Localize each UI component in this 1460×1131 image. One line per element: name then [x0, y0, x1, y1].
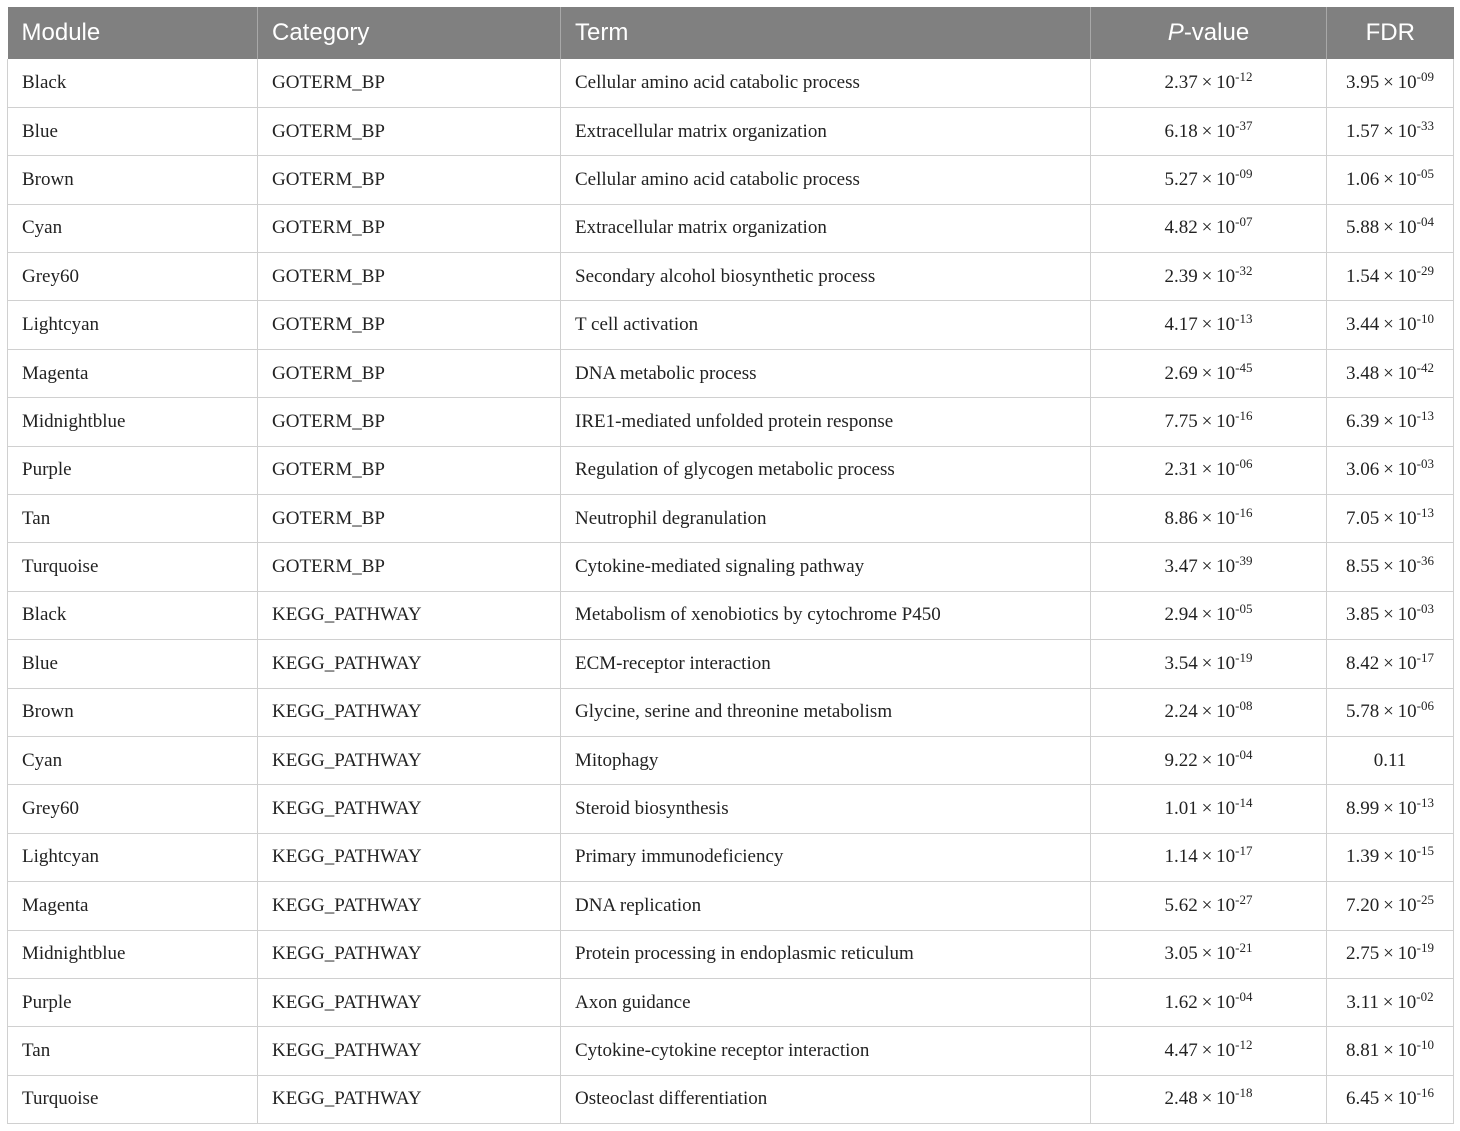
cell-module: Tan: [8, 495, 258, 543]
table-row: [8, 1075, 1454, 1123]
cell-pvalue: $7.75 \times 10^{-16}$: [1091, 398, 1327, 446]
cell-pvalue-exponent: -32: [1235, 262, 1253, 278]
cell-fdr-exponent: -13: [1416, 504, 1434, 520]
cell-fdr-exponent: -19: [1416, 940, 1434, 956]
cell-fdr: $7.05 \times 10^{-13}$: [1327, 495, 1454, 543]
cell-term: Extracellular matrix organization: [561, 107, 1091, 155]
cell-term: Cellular amino acid catabolic process: [561, 59, 1091, 107]
cell-category: GOTERM_BP: [258, 107, 561, 155]
cell-pvalue-exponent: -06: [1235, 456, 1253, 472]
cell-fdr-mantissa: 1.54: [1346, 265, 1380, 287]
cell-fdr-plain: 0.11: [1373, 749, 1407, 771]
cell-module: Brown: [8, 688, 258, 736]
cell-pvalue-exponent: -39: [1235, 553, 1253, 569]
cell-term: Primary immunodeficiency: [561, 833, 1091, 881]
table-row: [8, 736, 1454, 784]
cell-category: KEGG_PATHWAY: [258, 1027, 561, 1075]
cell-pvalue-exponent: -09: [1235, 165, 1253, 181]
cell-pvalue-mantissa: 1.01: [1164, 798, 1198, 820]
cell-pvalue-exponent: -27: [1235, 891, 1253, 907]
cell-term: DNA replication: [561, 882, 1091, 930]
cell-fdr-mantissa: 2.75: [1346, 943, 1380, 965]
cell-pvalue-exponent: -14: [1235, 795, 1253, 811]
cell-category: KEGG_PATHWAY: [258, 882, 561, 930]
header-module: Module: [8, 7, 258, 59]
cell-pvalue-exponent: -16: [1235, 504, 1253, 520]
cell-term: IRE1-mediated unfolded protein response: [561, 398, 1091, 446]
cell-module: Grey60: [8, 253, 258, 301]
table-row: [8, 301, 1454, 349]
table-row: [8, 978, 1454, 1026]
cell-pvalue-exponent: -17: [1235, 843, 1253, 859]
cell-fdr-mantissa: 1.06: [1346, 168, 1380, 190]
cell-pvalue: $1.62 \times 10^{-04}$: [1091, 978, 1327, 1026]
cell-category: GOTERM_BP: [258, 301, 561, 349]
cell-fdr-exponent: -17: [1416, 649, 1434, 665]
cell-pvalue-exponent: -08: [1235, 698, 1253, 714]
cell-module: Blue: [8, 107, 258, 155]
cell-term: Cellular amino acid catabolic process: [561, 156, 1091, 204]
cell-fdr-mantissa: 3.11: [1346, 991, 1379, 1013]
cell-pvalue: $2.39 \times 10^{-32}$: [1091, 253, 1327, 301]
table-row: [8, 349, 1454, 397]
table-row: [8, 688, 1454, 736]
cell-term: Protein processing in endoplasmic reticulum: [561, 930, 1091, 978]
cell-pvalue: $3.54 \times 10^{-19}$: [1091, 640, 1327, 688]
cell-pvalue-exponent: -07: [1235, 214, 1253, 230]
cell-fdr-mantissa: 6.39: [1346, 410, 1380, 432]
cell-fdr-mantissa: 3.06: [1346, 459, 1380, 481]
cell-fdr-exponent: -25: [1416, 891, 1434, 907]
cell-pvalue-exponent: -45: [1235, 359, 1253, 375]
cell-category: GOTERM_BP: [258, 446, 561, 494]
cell-module: Turquoise: [8, 1075, 258, 1123]
cell-category: GOTERM_BP: [258, 253, 561, 301]
cell-module: Turquoise: [8, 543, 258, 591]
cell-pvalue-mantissa: 4.82: [1164, 217, 1198, 239]
cell-pvalue-exponent: -04: [1235, 746, 1253, 762]
cell-fdr: $3.44 \times 10^{-10}$: [1327, 301, 1454, 349]
table-row: [8, 495, 1454, 543]
cell-fdr-mantissa: 1.39: [1346, 846, 1380, 868]
cell-pvalue: $2.48 \times 10^{-18}$: [1091, 1075, 1327, 1123]
cell-fdr: $6.39 \times 10^{-13}$: [1327, 398, 1454, 446]
cell-term: Cytokine-mediated signaling pathway: [561, 543, 1091, 591]
cell-module: Cyan: [8, 736, 258, 784]
table-row: [8, 1027, 1454, 1075]
cell-term: T cell activation: [561, 301, 1091, 349]
cell-pvalue-exponent: -13: [1235, 311, 1253, 327]
cell-pvalue-mantissa: 2.24: [1164, 701, 1198, 723]
cell-fdr: $3.06 \times 10^{-03}$: [1327, 446, 1454, 494]
table-row: [8, 591, 1454, 639]
cell-pvalue-exponent: -12: [1235, 1037, 1253, 1052]
cell-category: GOTERM_BP: [258, 59, 561, 107]
cell-fdr: $3.95 \times 10^{-09}$: [1327, 59, 1454, 107]
cell-fdr: $3.85 \times 10^{-03}$: [1327, 591, 1454, 639]
cell-module: Cyan: [8, 204, 258, 252]
header-category: Category: [258, 7, 561, 59]
cell-category: KEGG_PATHWAY: [258, 833, 561, 881]
cell-pvalue: $9.22 \times 10^{-04}$: [1091, 736, 1327, 784]
cell-pvalue-mantissa: 3.54: [1164, 652, 1198, 674]
cell-category: KEGG_PATHWAY: [258, 978, 561, 1026]
cell-module: Midnightblue: [8, 930, 258, 978]
cell-term: Steroid biosynthesis: [561, 785, 1091, 833]
cell-fdr-mantissa: 7.20: [1346, 894, 1380, 916]
cell-fdr-exponent: -42: [1416, 359, 1434, 375]
cell-fdr-exponent: -36: [1416, 553, 1434, 569]
cell-fdr-mantissa: 3.85: [1346, 604, 1380, 626]
cell-module: Black: [8, 591, 258, 639]
cell-pvalue: $8.86 \times 10^{-16}$: [1091, 495, 1327, 543]
cell-module: Blue: [8, 640, 258, 688]
enrichment-table-container: [7, 7, 1453, 1124]
cell-category: KEGG_PATHWAY: [258, 591, 561, 639]
cell-fdr: $8.81 \times 10^{-10}$: [1327, 1027, 1454, 1075]
cell-term: DNA metabolic process: [561, 349, 1091, 397]
cell-fdr: $1.06 \times 10^{-05}$: [1327, 156, 1454, 204]
cell-fdr-exponent: -10: [1416, 1037, 1434, 1052]
cell-term: Metabolism of xenobiotics by cytochrome P450: [561, 591, 1091, 639]
cell-module: Midnightblue: [8, 398, 258, 446]
cell-category: KEGG_PATHWAY: [258, 930, 561, 978]
cell-fdr: $1.54 \times 10^{-29}$: [1327, 253, 1454, 301]
header-term: Term: [561, 7, 1091, 59]
cell-pvalue: $4.17 \times 10^{-13}$: [1091, 301, 1327, 349]
cell-pvalue-mantissa: 5.62: [1164, 894, 1198, 916]
cell-module: Lightcyan: [8, 301, 258, 349]
cell-module: Magenta: [8, 882, 258, 930]
cell-fdr-mantissa: 5.88: [1346, 217, 1380, 239]
cell-module: Brown: [8, 156, 258, 204]
cell-fdr: $2.75 \times 10^{-19}$: [1327, 930, 1454, 978]
table-row: [8, 398, 1454, 446]
cell-term: Axon guidance: [561, 978, 1091, 1026]
table-row: [8, 156, 1454, 204]
table-row: [8, 543, 1454, 591]
cell-pvalue-mantissa: 9.22: [1164, 749, 1198, 771]
table-row: [8, 833, 1454, 881]
header-pvalue: [1091, 7, 1327, 59]
cell-fdr: [1327, 736, 1454, 784]
cell-term: Osteoclast differentiation: [561, 1075, 1091, 1123]
cell-fdr-exponent: -09: [1416, 68, 1434, 84]
cell-pvalue-exponent: -16: [1235, 407, 1253, 423]
cell-category: GOTERM_BP: [258, 349, 561, 397]
cell-fdr-exponent: -03: [1416, 601, 1434, 617]
cell-fdr: $5.88 \times 10^{-04}$: [1327, 204, 1454, 252]
cell-fdr-mantissa: 6.45: [1346, 1088, 1380, 1110]
cell-term: Secondary alcohol biosynthetic process: [561, 253, 1091, 301]
cell-fdr-exponent: -05: [1416, 165, 1434, 181]
cell-pvalue-mantissa: 2.37: [1164, 71, 1198, 93]
cell-fdr-exponent: -10: [1416, 311, 1434, 327]
cell-module: Grey60: [8, 785, 258, 833]
table-row: [8, 882, 1454, 930]
cell-fdr-mantissa: 7.05: [1346, 507, 1380, 529]
cell-pvalue: $2.69 \times 10^{-45}$: [1091, 349, 1327, 397]
cell-fdr: $3.11 \times 10^{-02}$: [1327, 978, 1454, 1026]
cell-term: Regulation of glycogen metabolic process: [561, 446, 1091, 494]
cell-fdr-mantissa: 8.55: [1346, 556, 1380, 578]
cell-fdr-mantissa: 5.78: [1346, 701, 1380, 723]
cell-fdr-mantissa: 8.99: [1346, 798, 1380, 820]
cell-category: GOTERM_BP: [258, 543, 561, 591]
cell-pvalue-mantissa: 2.48: [1164, 1088, 1198, 1110]
cell-module: Tan: [8, 1027, 258, 1075]
cell-term: Extracellular matrix organization: [561, 204, 1091, 252]
cell-pvalue-mantissa: 6.18: [1164, 120, 1198, 142]
cell-pvalue: $2.24 \times 10^{-08}$: [1091, 688, 1327, 736]
cell-pvalue: $4.47 \times 10^{-12}$: [1091, 1027, 1327, 1075]
cell-pvalue: $5.27 \times 10^{-09}$: [1091, 156, 1327, 204]
header-pvalue-italic: P: [1167, 19, 1184, 46]
enrichment-table: [7, 7, 1454, 1124]
cell-pvalue: $1.01 \times 10^{-14}$: [1091, 785, 1327, 833]
cell-pvalue-mantissa: 4.47: [1164, 1040, 1198, 1061]
cell-pvalue-exponent: -12: [1235, 68, 1253, 84]
cell-fdr-exponent: -13: [1416, 795, 1434, 811]
table-header: [8, 7, 1454, 59]
cell-fdr-exponent: -03: [1416, 456, 1434, 472]
cell-pvalue: $2.37 \times 10^{-12}$: [1091, 59, 1327, 107]
cell-fdr-mantissa: 8.42: [1346, 652, 1380, 674]
table-row: [8, 446, 1454, 494]
cell-pvalue-exponent: -21: [1235, 940, 1253, 956]
cell-pvalue-exponent: -05: [1235, 601, 1253, 617]
cell-fdr-exponent: -06: [1416, 698, 1434, 714]
cell-module: Purple: [8, 978, 258, 1026]
cell-fdr-exponent: -02: [1416, 988, 1434, 1004]
table-row: [8, 204, 1454, 252]
cell-pvalue: $2.31 \times 10^{-06}$: [1091, 446, 1327, 494]
cell-fdr: $8.99 \times 10^{-13}$: [1327, 785, 1454, 833]
cell-pvalue: $1.14 \times 10^{-17}$: [1091, 833, 1327, 881]
cell-fdr-mantissa: 1.57: [1346, 120, 1380, 142]
cell-fdr: $8.42 \times 10^{-17}$: [1327, 640, 1454, 688]
cell-fdr-exponent: -13: [1416, 407, 1434, 423]
cell-fdr: $1.57 \times 10^{-33}$: [1327, 107, 1454, 155]
cell-pvalue: $6.18 \times 10^{-37}$: [1091, 107, 1327, 155]
cell-fdr-mantissa: 3.48: [1346, 362, 1380, 384]
table-row: [8, 640, 1454, 688]
cell-pvalue-exponent: -18: [1235, 1085, 1253, 1101]
cell-term: Mitophagy: [561, 736, 1091, 784]
cell-term: Cytokine-cytokine receptor interaction: [561, 1027, 1091, 1075]
cell-module: Black: [8, 59, 258, 107]
cell-fdr: $6.45 \times 10^{-16}$: [1327, 1075, 1454, 1123]
cell-fdr: $1.39 \times 10^{-15}$: [1327, 833, 1454, 881]
cell-fdr-exponent: -04: [1416, 214, 1434, 230]
cell-fdr-exponent: -16: [1416, 1085, 1434, 1101]
cell-category: GOTERM_BP: [258, 495, 561, 543]
cell-pvalue-mantissa: 2.31: [1164, 459, 1198, 481]
cell-term: Neutrophil degranulation: [561, 495, 1091, 543]
cell-fdr-mantissa: 3.44: [1346, 314, 1380, 336]
header-row: [8, 7, 1454, 59]
cell-pvalue-mantissa: 2.39: [1164, 265, 1198, 287]
cell-fdr: $3.48 \times 10^{-42}$: [1327, 349, 1454, 397]
cell-category: GOTERM_BP: [258, 156, 561, 204]
cell-pvalue-mantissa: 2.94: [1164, 604, 1198, 626]
cell-fdr-exponent: -33: [1416, 117, 1434, 133]
cell-category: GOTERM_BP: [258, 398, 561, 446]
cell-term: Glycine, serine and threonine metabolism: [561, 688, 1091, 736]
cell-fdr: $8.55 \times 10^{-36}$: [1327, 543, 1454, 591]
cell-pvalue: $4.82 \times 10^{-07}$: [1091, 204, 1327, 252]
table-row: [8, 59, 1454, 107]
cell-module: Purple: [8, 446, 258, 494]
table-body: [8, 59, 1454, 1124]
cell-category: KEGG_PATHWAY: [258, 736, 561, 784]
cell-pvalue-exponent: -19: [1235, 649, 1253, 665]
table-row: [8, 785, 1454, 833]
cell-pvalue-exponent: -04: [1235, 988, 1253, 1004]
cell-pvalue-mantissa: 3.05: [1164, 943, 1198, 965]
cell-fdr: $7.20 \times 10^{-25}$: [1327, 882, 1454, 930]
table-row: [8, 253, 1454, 301]
cell-pvalue: $2.94 \times 10^{-05}$: [1091, 591, 1327, 639]
header-pvalue-rest: -value: [1183, 19, 1250, 46]
cell-pvalue: $3.47 \times 10^{-39}$: [1091, 543, 1327, 591]
cell-category: KEGG_PATHWAY: [258, 640, 561, 688]
cell-pvalue: $5.62 \times 10^{-27}$: [1091, 882, 1327, 930]
cell-pvalue-mantissa: 2.69: [1164, 362, 1198, 384]
cell-pvalue-mantissa: 1.14: [1164, 846, 1198, 868]
cell-pvalue-mantissa: 4.17: [1164, 314, 1198, 336]
cell-fdr-mantissa: 3.95: [1346, 71, 1380, 93]
cell-fdr-exponent: -15: [1416, 843, 1434, 859]
cell-pvalue-mantissa: 7.75: [1164, 410, 1198, 432]
cell-module: Lightcyan: [8, 833, 258, 881]
cell-fdr-mantissa: 8.81: [1346, 1040, 1380, 1061]
cell-pvalue-mantissa: 1.62: [1164, 991, 1198, 1013]
cell-pvalue-mantissa: 8.86: [1164, 507, 1198, 529]
table-row: [8, 930, 1454, 978]
cell-category: KEGG_PATHWAY: [258, 1075, 561, 1123]
cell-term: ECM-receptor interaction: [561, 640, 1091, 688]
cell-pvalue: $3.05 \times 10^{-21}$: [1091, 930, 1327, 978]
cell-category: KEGG_PATHWAY: [258, 688, 561, 736]
cell-module: Magenta: [8, 349, 258, 397]
cell-pvalue-exponent: -37: [1235, 117, 1253, 133]
cell-fdr: $5.78 \times 10^{-06}$: [1327, 688, 1454, 736]
cell-pvalue-mantissa: 5.27: [1164, 168, 1198, 190]
cell-category: KEGG_PATHWAY: [258, 785, 561, 833]
cell-pvalue-mantissa: 3.47: [1164, 556, 1198, 578]
table-row: [8, 107, 1454, 155]
header-fdr: FDR: [1365, 19, 1415, 46]
cell-category: GOTERM_BP: [258, 204, 561, 252]
cell-fdr-exponent: -29: [1416, 262, 1434, 278]
